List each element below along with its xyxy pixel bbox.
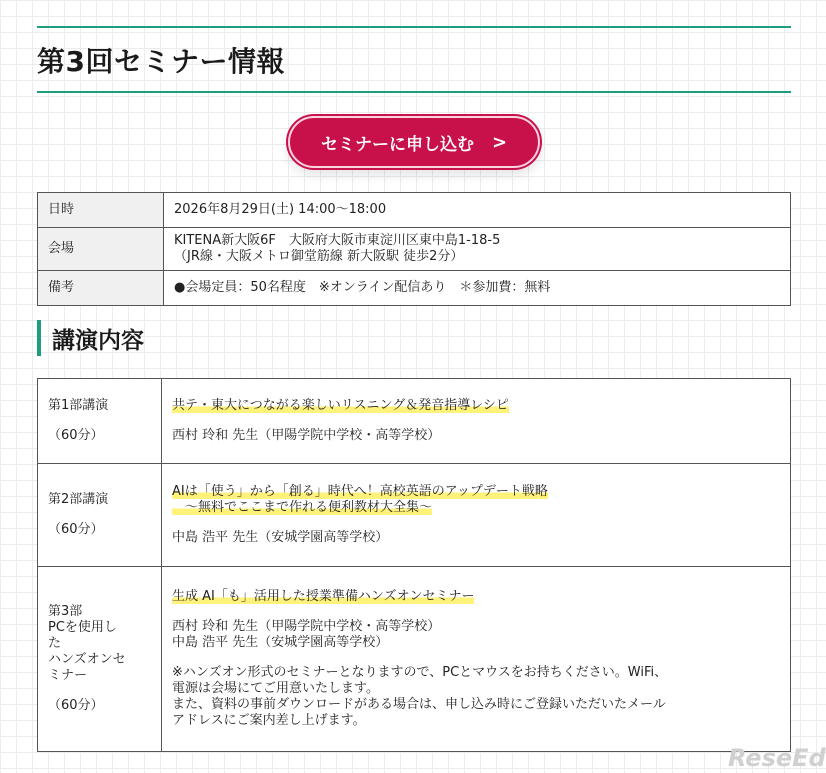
notes-value: ●会場定員：50名程度 ※オンライン配信あり ＊参加費：無料 [164,271,791,306]
chevron-right-icon: > [491,131,508,153]
lecture-row [38,464,791,567]
lecture-part-label [48,604,151,684]
lecture-detail-cell [162,379,791,464]
lecture-label-cell [38,379,162,464]
seminar-info-table [37,192,791,306]
lecture-speaker: 西村 玲和 先生（甲陽学院中学校・高等学校） [172,428,441,443]
lecture-detail-cell [162,464,791,567]
label-line: ミナー [48,668,88,683]
lecture-duration: （60分） [48,698,104,713]
lecture-part-label: 第2部講演 [48,492,109,507]
lecture-title: 共テ・東大につながる楽しいリスニング＆発音指導レシピ [172,398,509,413]
lecture-table [37,378,791,752]
notes-label: 備考 [38,271,164,306]
venue-address: KITENA新大阪6F 大阪府大阪市東淀川区東中島1-18-5 [174,233,501,248]
note-line: アドレスにご案内差し上げます。 [172,713,366,728]
lecture-speaker: 中島 浩平 先生（安城学園高等学校） [172,635,389,650]
page-title: 第3回セミナー情報 [37,45,285,78]
info-row-notes [38,271,791,306]
apply-seminar-button[interactable] [288,116,540,168]
title-divider [37,91,791,93]
lecture-detail-cell [162,567,791,752]
lecture-duration: （60分） [48,522,104,537]
note-line: また、資料の事前ダウンロードがある場合は、申し込み時にご登録いただいたメール [172,697,666,712]
info-row-venue [38,228,791,271]
label-line: た [48,636,62,651]
venue-value [164,228,791,271]
section-accent-bar [37,320,41,356]
label-line: PCを使用し [48,620,117,635]
lecture-speaker: 西村 玲和 先生（甲陽学院中学校・高等学校） [172,619,441,634]
section-title: 講演内容 [52,328,144,354]
top-divider [37,26,791,28]
lecture-title: 生成 AI「も」活用した授業準備ハンズオンセミナー [172,589,475,604]
lecture-speaker: 中島 浩平 先生（安城学園高等学校） [172,530,389,545]
venue-access: （JR線・大阪メトロ御堂筋線 新大阪駅 徒歩2分） [174,249,464,264]
label-line: 第3部 [48,604,83,619]
date-label: 日時 [38,193,164,228]
label-line: ハンズオンセ [48,652,126,667]
apply-button-label: セミナーに申し込む [320,134,474,155]
lecture-title: AIは「使う」から「創る」時代へ！高校英語のアップデート戦略 [172,484,548,499]
lecture-note [172,665,780,729]
note-line: 電源は会場にてご用意いたします。 [172,681,379,696]
info-row-date [38,193,791,228]
note-line: ※ハンズオン形式のセミナーとなりますので、PCとマウスをお持ちください。WiFi、 [172,665,668,680]
lecture-row [38,379,791,464]
lecture-subtitle: 〜無料でここまで作れる便利教材大全集〜 [172,500,433,515]
date-value: 2026年8月29日(土) 14:00〜18:00 [164,193,791,228]
venue-label: 会場 [38,228,164,271]
lecture-duration: （60分） [48,428,104,443]
lecture-row [38,567,791,752]
lecture-label-cell [38,464,162,567]
lecture-part-label: 第1部講演 [48,398,109,413]
lecture-label-cell [38,567,162,752]
watermark-logo: ReseEd [728,744,826,772]
